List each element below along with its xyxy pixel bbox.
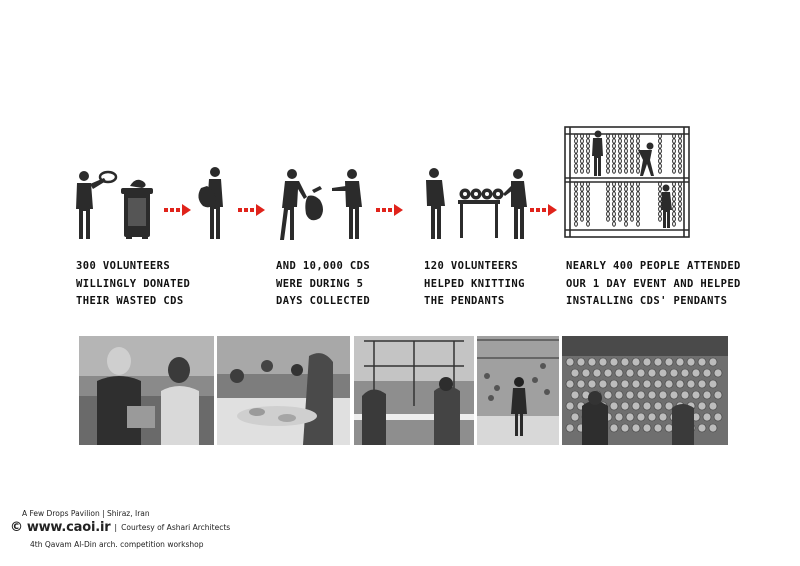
courtesy-text: Courtesy of Ashari Architects xyxy=(121,522,231,532)
separator: | xyxy=(102,509,108,518)
caption-line: DAYS COLLECTED xyxy=(276,295,371,307)
step-caption xyxy=(566,258,741,311)
project-line xyxy=(10,509,230,519)
event-line: 4th Qavam Al-Din arch. competition workshop xyxy=(30,540,204,549)
caption-line: INSTALLING CDS' PENDANTS xyxy=(566,295,728,307)
knitting-pendants-illustration xyxy=(414,166,534,240)
caption-line: THEIR WASTED CDS xyxy=(76,295,184,307)
caption-line: 300 VOLUNTEERS xyxy=(76,260,171,272)
volunteer-with-bag-illustration xyxy=(195,166,231,240)
copyright-icon: © xyxy=(10,520,23,535)
cd-collection-illustration xyxy=(268,166,368,240)
caption-line: WERE DURING 5 xyxy=(276,277,364,290)
step-caption xyxy=(276,258,370,311)
caption-line: AND 10,000 CDS xyxy=(276,260,371,272)
photo-cd-collection xyxy=(217,336,350,445)
step-caption xyxy=(76,258,190,311)
photo-installation-event xyxy=(562,336,728,445)
credits-block xyxy=(10,509,230,550)
separator: | xyxy=(114,523,118,532)
arrow-right-icon xyxy=(238,204,266,216)
arrow-right-icon xyxy=(376,204,404,216)
site-link[interactable]: www.caoi.ir xyxy=(26,520,111,535)
project-name: A Few Drops Pavilion xyxy=(22,509,100,518)
arrow-right-icon xyxy=(530,204,558,216)
project-location: Shiraz, Iran xyxy=(107,509,150,518)
photo-knitting-pendants xyxy=(354,336,474,445)
caption-line: OUR 1 DAY EVENT AND HELPED xyxy=(566,277,741,290)
caption-line: HELPED KNITTING xyxy=(424,277,525,290)
site-line xyxy=(10,520,230,535)
photo-pendants-hanging xyxy=(477,336,559,445)
step-caption xyxy=(424,258,525,311)
caption-line: NEARLY 400 PEOPLE ATTENDED xyxy=(566,260,741,272)
arrow-right-icon xyxy=(164,204,192,216)
caption-line: THE PENDANTS xyxy=(424,295,505,307)
volunteer-donating-illustration xyxy=(70,168,160,240)
caption-line: WILLINGLY DONATED xyxy=(76,277,191,290)
installation-frame-illustration xyxy=(562,124,692,240)
caption-line: 120 VOLUNTEERS xyxy=(424,260,519,272)
photo-volunteers-donating xyxy=(79,336,214,445)
